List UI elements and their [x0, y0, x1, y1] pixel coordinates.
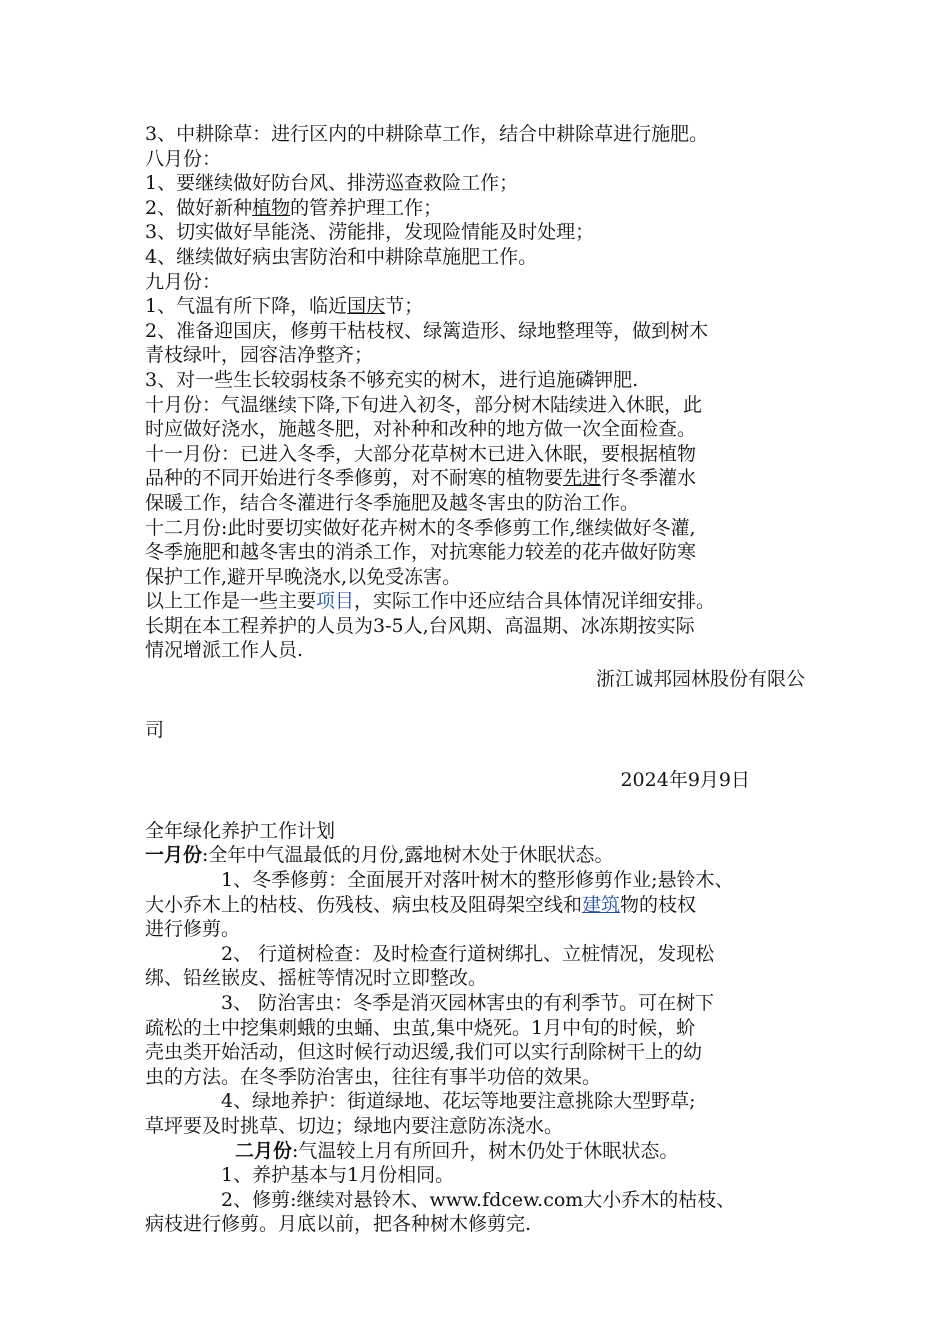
text-line: 4、绿地养护：街道绿地、花坛等地要注意挑除大型野草; [221, 1090, 696, 1113]
text-line: 大小乔木上的枯枝、伤残枝、病虫枝及阻碍架空线和建筑物的枝权 [145, 893, 697, 916]
section-heading-august: 八月份： [145, 147, 222, 170]
text-line: 长期在本工程养护的人员为3-5人,台风期、高温期、冰冻期按实际 [145, 614, 695, 637]
text-line: 3、切实做好旱能浇、涝能排，发现险情能及时处理； [145, 221, 595, 244]
building-link[interactable]: 建筑 [582, 893, 621, 916]
february-label: 二月份 [235, 1139, 293, 1162]
text-line: 2、修剪:继续对悬铃木、www.fdcew.com大小乔木的枯枝、 [221, 1188, 736, 1211]
text-line: 青枝绿叶，园容洁净整齐； [145, 344, 374, 367]
text-line: 草坪要及时挑草、切边；绿地内要注意防冻浇水。 [145, 1114, 564, 1137]
national-day-link[interactable]: 国庆 [347, 295, 386, 318]
text-line: 品种的不同开始进行冬季修剪，对不耐寒的植物要先进行冬季灌水 [145, 467, 697, 490]
text-line: 1、气温有所下降，临近国庆节； [145, 295, 424, 318]
text-line: 壳虫类开始活动，但这时候行动迟缓,我们可以实行刮除树干上的幼 [145, 1041, 703, 1064]
text-line: 十二月份:此时要切实做好花卉树木的冬季修剪工作,继续做好冬灌, [145, 516, 696, 539]
text-line: 1、冬季修剪：全面展开对落叶树木的整形修剪作业;悬铃木、 [221, 869, 734, 892]
february-paragraph: 二月份:气温较上月有所回升，树木仍处于休眠状态。 [235, 1139, 679, 1162]
section-heading-september: 九月份： [145, 270, 222, 293]
text-line: 保护工作,避开早晚浇水,以免受冻害。 [145, 565, 462, 588]
text-line: 4、继续做好病虫害防治和中耕除草施肥工作。 [145, 245, 538, 268]
text-line: 保暖工作，结合冬灌进行冬季施肥及越冬害虫的防治工作。 [145, 491, 640, 514]
text-line: 以上工作是一些主要项目，实际工作中还应结合具体情况详细安排。 [145, 590, 716, 613]
text-line: 1、养护基本与1月份相同。 [221, 1164, 455, 1187]
project-link[interactable]: 项目 [316, 590, 355, 613]
text-line: 十一月份：已进入冬季，大部分花草树木已进入休眠，要根据植物 [145, 442, 697, 465]
text-line: 情况增派工作人员. [145, 639, 304, 662]
text-line: 进行修剪。 [145, 918, 241, 941]
january-paragraph: 一月份:全年中气温最低的月份,露地树木处于休眠状态。 [145, 844, 614, 867]
text-line: 虫的方法。在冬季防治害虫，往往有事半功倍的效果。 [145, 1065, 602, 1088]
document-body [145, 122, 825, 1237]
text-line: 2、做好新种植物的管养护理工作； [145, 196, 443, 219]
document-title: 全年绿化养护工作计划 [145, 819, 336, 842]
text-line: 十月份：气温继续下降,下旬进入初冬，部分树木陆续进入休眠，此 [145, 393, 703, 416]
company-name-continued: 司 [145, 718, 165, 741]
text-line: 2、准备迎国庆，修剪干枯枝杈、绿篱造形、绿地整理等，做到树木 [145, 319, 709, 342]
january-label: 一月份 [145, 844, 203, 867]
plants-link[interactable]: 植物 [252, 196, 291, 219]
text-line: 1、要继续做好防台风、排涝巡查救险工作； [145, 172, 519, 195]
text-line: 3、对一些生长较弱枝条不够充实的树木，进行追施磷钾肥. [145, 368, 639, 391]
company-name: 浙江诚邦园林股份有限公 [595, 668, 805, 691]
text-line: 绑、铅丝嵌皮、摇桩等情况时立即整改。 [145, 967, 488, 990]
text-line: 时应做好浇水，施越冬肥，对补种和改种的地方做一次全面检查。 [145, 418, 697, 441]
advanced-link[interactable]: 先进 [563, 467, 602, 490]
text-line: 病枝进行修剪。月底以前，把各种树木修剪完. [145, 1213, 532, 1236]
text-line: 冬季施肥和越冬害虫的消杀工作，对抗寒能力较差的花卉做好防寒 [145, 541, 697, 564]
text-line: 2、 行道树检查：及时检查行道树绑扎、立桩情况，发现松 [221, 942, 715, 965]
text-line: 3、 防治害虫：冬季是消灭园林害虫的有利季节。可在树下 [221, 992, 715, 1014]
document-date: 2024年9月9日 [620, 769, 750, 792]
text-line: 3、中耕除草：进行区内的中耕除草工作，结合中耕除草进行施肥。 [145, 123, 709, 145]
text-line: 疏松的土中挖集刺蛾的虫蛹、虫茧,集中烧死。1月中旬的时候，蚧 [145, 1016, 696, 1039]
